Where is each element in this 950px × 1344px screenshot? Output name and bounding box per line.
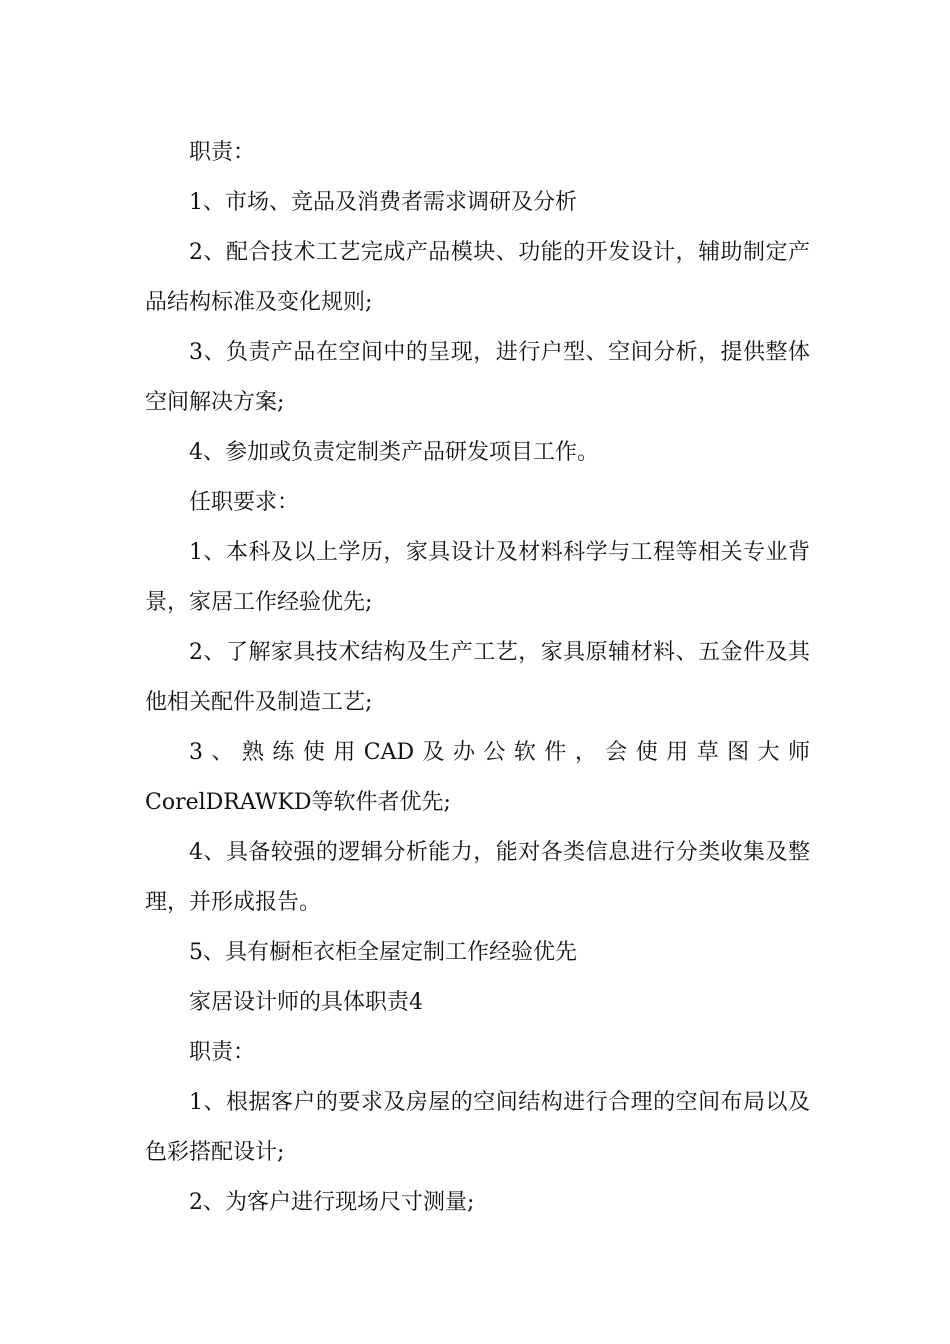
duty-item-1: 1、市场、竞品及消费者需求调研及分析 [189,190,577,215]
requirement-item-3: 3、熟练使用CAD及办公软件，会使用草图大师CorelDRAWKD等软件者优先; [145,740,810,815]
requirement-item-4: 4、具备较强的逻辑分析能力，能对各类信息进行分类收集及整理，并形成报告。 [145,840,810,915]
requirement-item-2: 2、了解家具技术结构及生产工艺，家具原辅材料、五金件及其他相关配件及制造工艺; [145,640,810,715]
document-body [145,128,810,1228]
requirement-item-1: 1、本科及以上学历，家具设计及材料科学与工程等相关专业背景，家居工作经验优先; [145,540,810,615]
section-heading-requirements: 任职要求： [189,490,300,515]
duty-item-2: 2、配合技术工艺完成产品模块、功能的开发设计，辅助制定产品结构标准及变化规则; [145,240,810,315]
duty-item-3: 3、负责产品在空间中的呈现，进行户型、空间分析，提供整体空间解决方案; [145,340,810,415]
duty-item-2-b: 2、为客户进行现场尺寸测量; [189,1190,475,1215]
duty-item-1-b: 1、根据客户的要求及房屋的空间结构进行合理的空间布局以及色彩搭配设计; [145,1090,810,1165]
section-heading-duties-2: 职责： [189,1040,256,1065]
section-title-4: 家居设计师的具体职责4 [189,990,423,1015]
section-heading-duties: 职责： [189,140,256,165]
duty-item-4: 4、参加或负责定制类产品研发项目工作。 [189,440,599,465]
requirement-item-5: 5、具有橱柜衣柜全屋定制工作经验优先 [189,940,577,965]
